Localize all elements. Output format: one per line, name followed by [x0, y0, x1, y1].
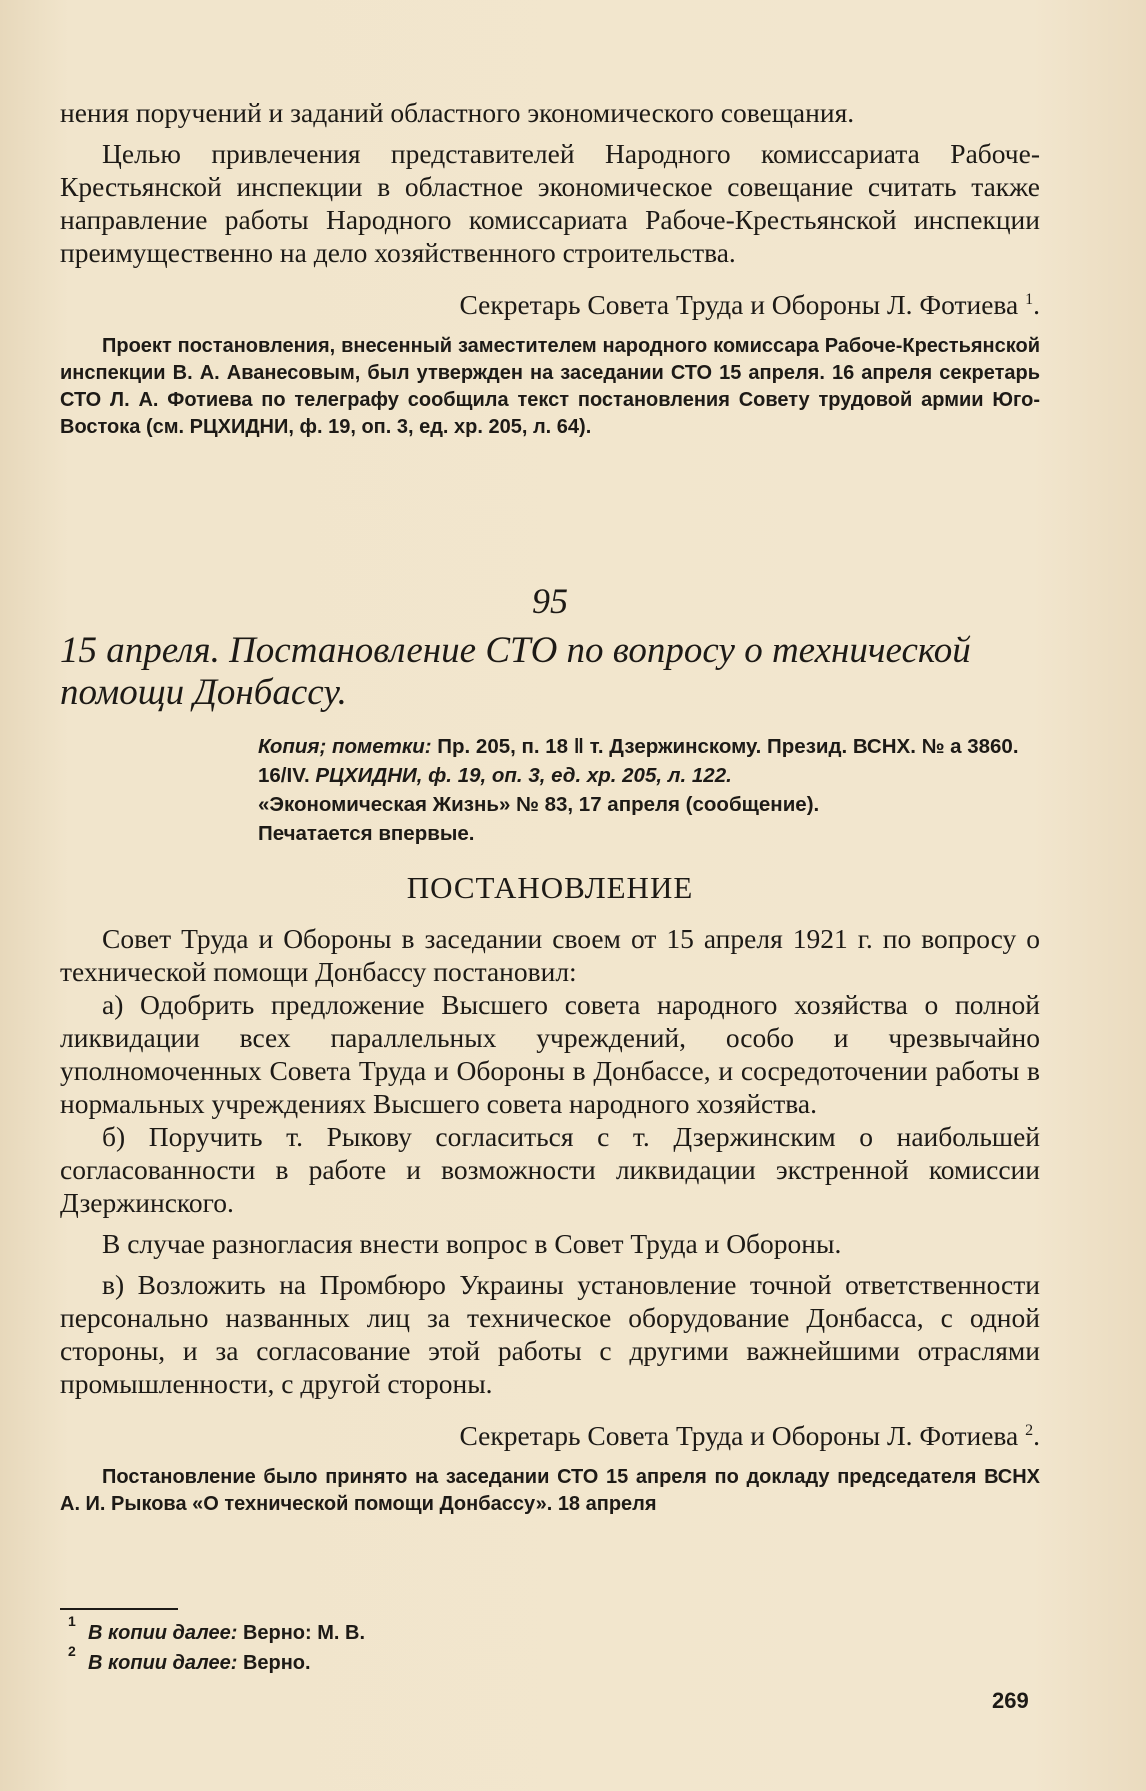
meta-copy-label: Копия; пометки:: [258, 735, 432, 758]
footnote-ref-2: 2: [1025, 1422, 1034, 1439]
paragraph-continuation: нения поручений и заданий областного экономического совещания.: [60, 97, 855, 128]
footnote-mark: 1: [68, 1613, 76, 1629]
footnote-2: [68, 1643, 311, 1675]
footnote-ref-1: 1: [1025, 291, 1034, 308]
resolution-disagreement: В случае разногласия внести вопрос в Совет Труда и Обороны.: [102, 1228, 842, 1259]
signature-fotieva-2: Секретарь Совета Труда и Обороны Л. Фотиева $^2$.: [459, 1420, 1040, 1452]
footnote-1: [68, 1613, 366, 1645]
paragraph-rki-goal: Целью привлечения представителей Народного комиссариата Рабоче-Крестьянской инспекции в областное экономическое совещание считать также направление работы Народного комиссариата Рабоче-Крестьянской инспекции преимущественно на дело хозяйственного строительства.: [60, 138, 1040, 268]
meta-first-print: Печатается впервые.: [258, 822, 475, 845]
resolution-heading: ПОСТАНОВЛЕНИЕ: [406, 870, 694, 905]
document-title: 15 апреля. Постановление СТО по вопросу о технической помощи Донбассу.: [60, 630, 971, 713]
footnote-text: Верно: М. В.: [242, 1622, 366, 1644]
footnote-mark: 2: [68, 1643, 76, 1659]
signature-fotieva-1: Секретарь Совета Труда и Обороны Л. Фотиева $^1$.: [459, 289, 1040, 321]
footnote-label: В копии далее:: [88, 1622, 238, 1644]
meta-newspaper: «Экономическая Жизнь» № 83, 17 апреля (сообщение).: [258, 793, 820, 816]
resolution-point-b: б) Поручить т. Рыкову согласиться с т. Дзержинским о наибольшей согласованности в работе и возможности ликвидации экстренной комиссии Дзержинского.: [60, 1121, 1040, 1218]
resolution-point-a: а) Одобрить предложение Высшего совета народного хозяйства о полной ликвидации всех параллельных учреждений, особо и чрезвычайно уполномоченных Совета Труда и Обороны в Донбассе, и сосредоточении работы в нормальных учреждениях Высшего совета народного хозяйства.: [60, 989, 1040, 1119]
meta-copy-text: Пр. 205, п. 18 ‖ т. Дзержинскому. Презид. ВСНХ. № а 3860. 16/IV.: [258, 735, 1019, 787]
footnote-text: Верно.: [242, 1652, 311, 1674]
meta-archive: РЦХИДНИ, ф. 19, оп. 3, ед. хр. 205, л. 122.: [315, 764, 732, 787]
signature-text: Секретарь Совета Труда и Обороны Л. Фотиева: [459, 1420, 1019, 1452]
resolution-point-v: в) Возложить на Промбюро Украины установление точной ответственности персонально названных лиц за техническое оборудование Донбасса, с одной стороны, и за согласование этой работы с другими важнейшими отраслями промышленности, с другой стороны.: [60, 1269, 1040, 1399]
footnote-rule: [60, 1608, 178, 1610]
signature-text: Секретарь Совета Труда и Обороны Л. Фотиева: [459, 289, 1019, 321]
document-meta: [60, 732, 1040, 848]
page-number: 269: [992, 1688, 1029, 1713]
document-number: 95: [532, 581, 568, 621]
resolution-preamble: Совет Труда и Обороны в заседании своем от 15 апреля 1921 г. по вопросу о технической помощи Донбассу постановил:: [60, 923, 1040, 987]
top-section: [60, 96, 1040, 441]
footnote-label: В копии далее:: [88, 1652, 238, 1674]
editorial-note-2: Постановление было принято на заседании СТО 15 апреля по докладу председателя ВСНХ А. И. Рыкова «О технической помощи Донбассу». 18 апреля: [60, 1466, 1040, 1516]
document-95: [60, 580, 1040, 1518]
meta-copy: [60, 732, 1040, 790]
editorial-note-1: Проект постановления, внесенный заместителем народного комиссара Рабоче-Крестьянской инспекции В. А. Аванесовым, был утвержден на заседании СТО 15 апреля. 16 апреля секретарь СТО Л. А. Фотиева по телеграфу сообщила текст постановления Совету трудовой армии Юго-Востока (см. РЦХИДНИ, ф. 19, оп. 3, ед. хр. 205, л. 64).: [60, 335, 1040, 439]
